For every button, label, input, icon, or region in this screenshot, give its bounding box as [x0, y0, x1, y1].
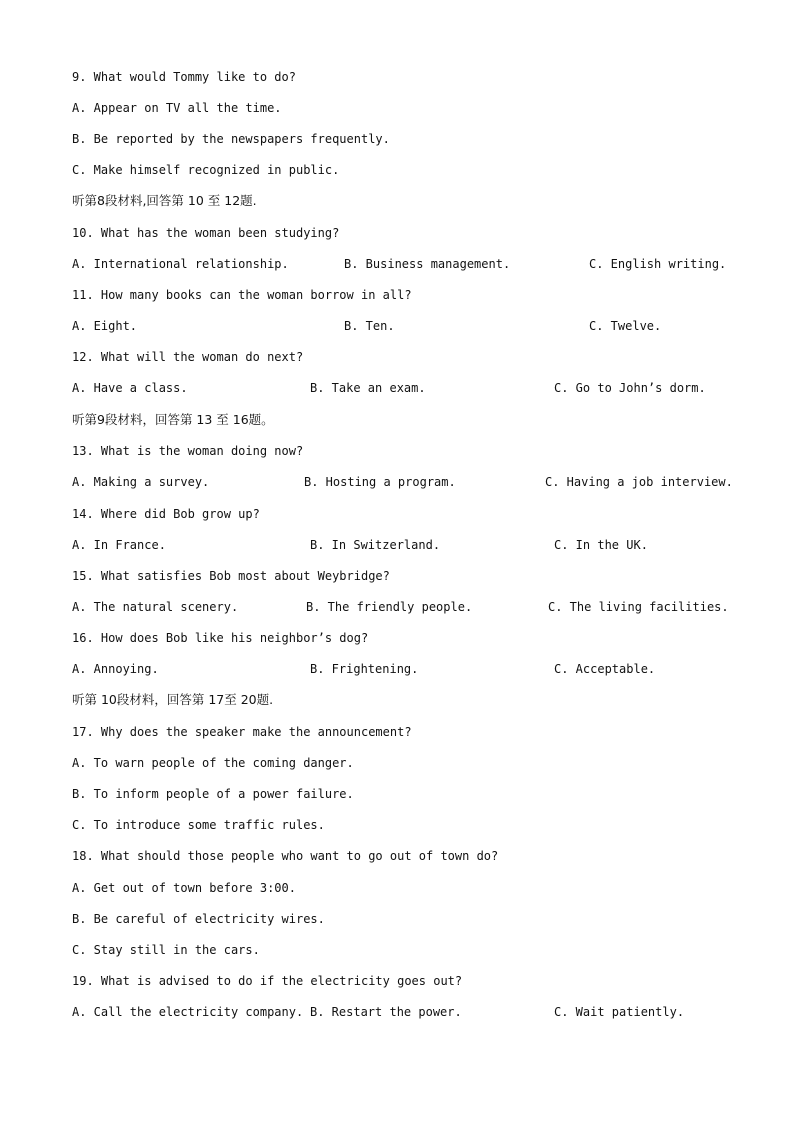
section-heading-10: 听第 10段材料，回答第 17至 20题. [72, 692, 274, 707]
section-heading-9: 听第9段材料，回答第 13 至 16题。 [72, 412, 274, 427]
option-9c: C. Make himself recognized in public. [72, 163, 340, 177]
option-12a: A. Have a class. [72, 381, 188, 395]
option-17a: A. To warn people of the coming danger. [72, 756, 354, 770]
question-16: 16. How does Bob like his neighbor’s dog? [72, 631, 369, 645]
option-19a: A. Call the electricity company. [72, 1005, 304, 1019]
option-13c: C. Having a job interview. [545, 475, 733, 489]
option-9b: B. Be reported by the newspapers frequently. [72, 132, 390, 146]
option-11a: A. Eight. [72, 319, 138, 333]
option-19b: B. Restart the power. [310, 1005, 462, 1019]
option-10c: C. English writing. [589, 257, 727, 271]
option-15a: A. The natural scenery. [72, 600, 239, 614]
option-13a: A. Making a survey. [72, 475, 210, 489]
option-19c: C. Wait patiently. [554, 1005, 685, 1019]
section-heading-8: 听第8段材料,回答第 10 至 12题. [72, 193, 257, 208]
option-14c: C. In the UK. [554, 538, 648, 552]
option-18b: B. Be careful of electricity wires. [72, 912, 325, 926]
option-10b: B. Business management. [344, 257, 511, 271]
option-15b: B. The friendly people. [306, 600, 473, 614]
question-9: 9. What would Tommy like to do? [72, 70, 296, 84]
question-12: 12. What will the woman do next? [72, 350, 304, 364]
question-13: 13. What is the woman doing now? [72, 444, 304, 458]
option-11c: C. Twelve. [589, 319, 662, 333]
option-13b: B. Hosting a program. [304, 475, 456, 489]
option-16c: C. Acceptable. [554, 662, 656, 676]
option-17c: C. To introduce some traffic rules. [72, 818, 325, 832]
question-19: 19. What is advised to do if the electricity goes out? [72, 974, 463, 988]
option-14b: B. In Switzerland. [310, 538, 441, 552]
option-9a: A. Appear on TV all the time. [72, 101, 282, 115]
option-18c: C. Stay still in the cars. [72, 943, 260, 957]
option-10a: A. International relationship. [72, 257, 289, 271]
option-11b: B. Ten. [344, 319, 395, 333]
question-14: 14. Where did Bob grow up? [72, 507, 260, 521]
question-15: 15. What satisfies Bob most about Weybridge? [72, 569, 390, 583]
option-14a: A. In France. [72, 538, 166, 552]
question-17: 17. Why does the speaker make the announcement? [72, 725, 412, 739]
option-18a: A. Get out of town before 3:00. [72, 881, 296, 895]
option-16b: B. Frightening. [310, 662, 419, 676]
question-10: 10. What has the woman been studying? [72, 226, 340, 240]
option-15c: C. The living facilities. [548, 600, 729, 614]
question-11: 11. How many books can the woman borrow in all? [72, 288, 412, 302]
option-12c: C. Go to John’s dorm. [554, 381, 706, 395]
option-17b: B. To inform people of a power failure. [72, 787, 354, 801]
option-16a: A. Annoying. [72, 662, 159, 676]
option-12b: B. Take an exam. [310, 381, 426, 395]
question-18: 18. What should those people who want to go out of town do? [72, 849, 499, 863]
